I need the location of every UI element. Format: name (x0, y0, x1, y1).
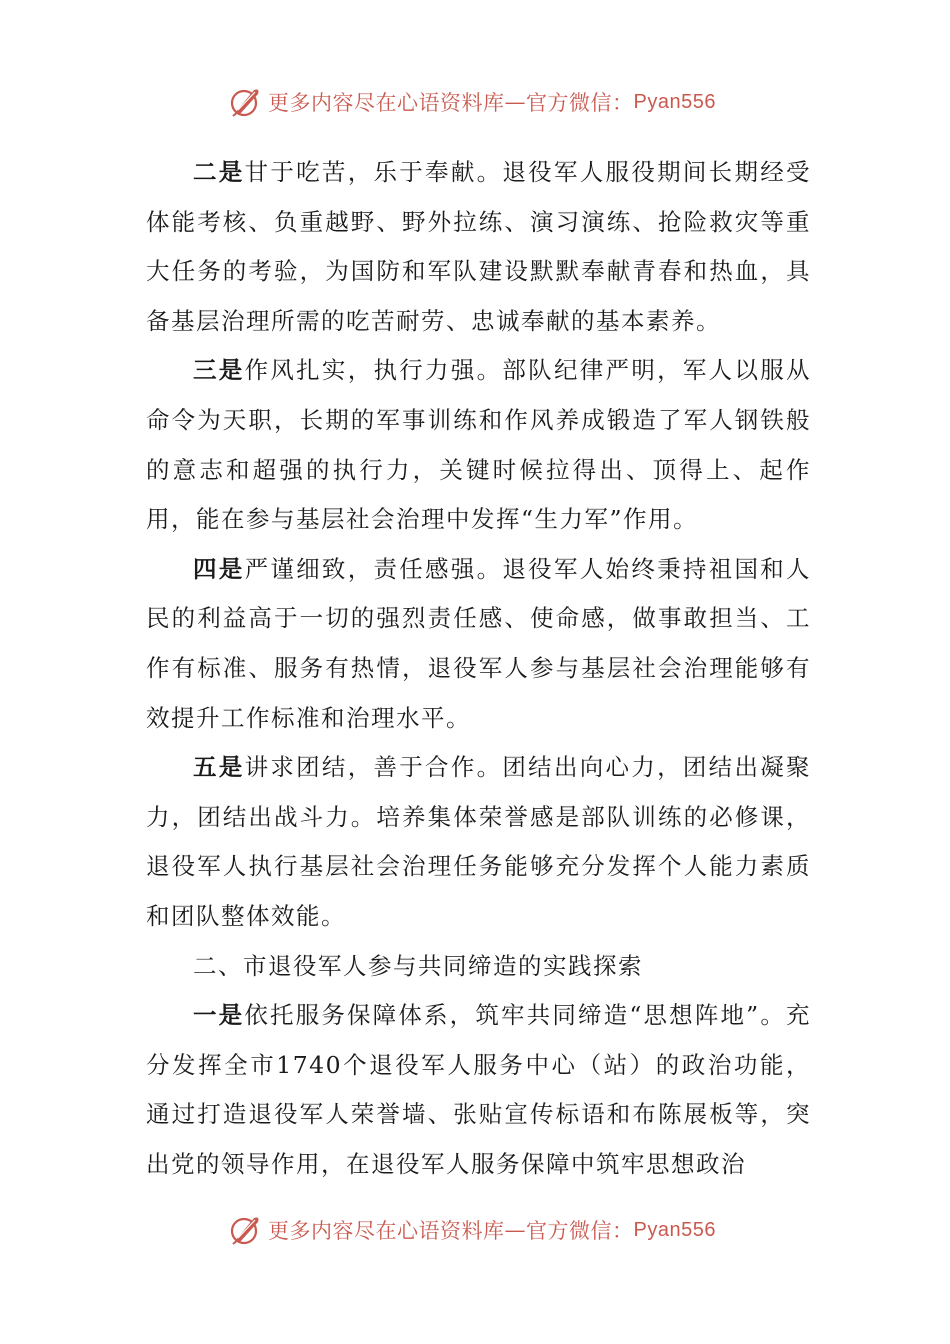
paragraph-text: 讲求团结，善于合作。团结出向心力，团结出凝聚力，团结出战斗力。培养集体荣誉感是部队训练的必修课，退役军人执行基层社会治理任务能够充分发挥个人能力素质和团队整体效能。 (146, 753, 812, 930)
quill-logo-icon (228, 1212, 264, 1248)
paragraph-text: 依托服务保障体系，筑牢共同缔造“思想阵地”。充分发挥全市1740个退役军人服务中心（站）的政治功能，通过打造退役军人荣誉墙、张贴宣传标语和布陈展板等，突出党的领导作用，在退役军人服务保障中筑牢思想政治 (146, 1001, 812, 1178)
banner-wechat-label: 官方微信： (526, 91, 634, 115)
banner-source-text: 更多内容尽在心语资料库 (268, 91, 505, 115)
banner-dash: — (504, 90, 526, 114)
paragraph-lead: 三是 (193, 356, 245, 385)
paragraph-text: 作风扎实，执行力强。部队纪律严明，军人以服从命令为天职，长期的军事训练和作风养成锻造了军人钢铁般的意志和超强的执行力，关键时候拉得出、顶得上、起作用，能在参与基层社会治理中发挥“生力军”作用。 (146, 356, 812, 534)
footer-banner (228, 1210, 748, 1250)
banner-source-text: 更多内容尽在心语资料库 (268, 1219, 505, 1243)
banner-wechat-id: Pyan556 (633, 1218, 716, 1241)
banner-wechat-label: 官方微信： (526, 1219, 634, 1243)
paragraph-lead: 四是 (193, 554, 245, 583)
paragraph-text: 甘于吃苦，乐于奉献。退役军人服役期间长期经受体能考核、负重越野、野外拉练、演习演练、抢险救灾等重大任务的考验，为国防和军队建设默默奉献青春和热血，具备基层治理所需的吃苦耐劳、忠诚奉献的基本素养。 (146, 158, 812, 335)
banner-wechat-id: Pyan556 (633, 90, 716, 113)
paragraph-lead: 五是 (193, 753, 245, 782)
paragraph-point-3 (146, 346, 811, 544)
header-banner (228, 82, 748, 122)
document-body (146, 148, 811, 1189)
paragraph-text: 严谨细致，责任感强。退役军人始终秉持祖国和人民的利益高于一切的强烈责任感、使命感，做事敢担当、工作有标准、服务有热情，退役军人参与基层社会治理能够有效提升工作标准和治理水平。 (146, 554, 812, 732)
banner-dash: — (504, 1218, 526, 1242)
paragraph-lead: 一是 (193, 1001, 245, 1030)
paragraph-point-4 (146, 545, 811, 743)
paragraph-point-2 (146, 148, 811, 346)
paragraph-section-point-1 (146, 991, 811, 1189)
paragraph-point-5 (146, 743, 811, 941)
quill-logo-icon (228, 84, 264, 120)
section-heading: 二、市退役军人参与共同缔造的实践探索 (193, 951, 643, 980)
paragraph-lead: 二是 (193, 158, 245, 186)
